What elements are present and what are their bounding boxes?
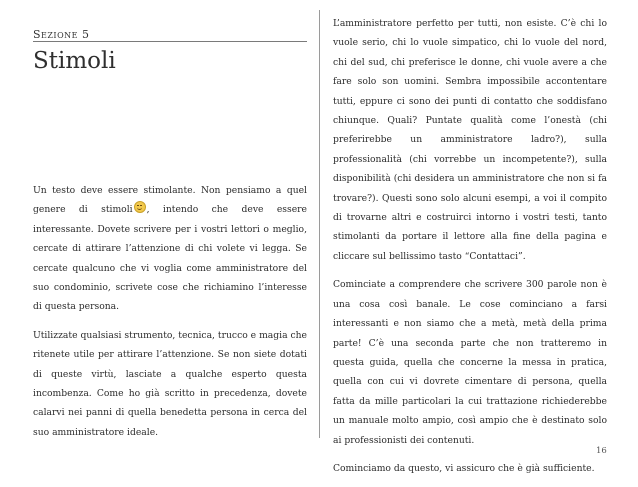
right-text-column bbox=[333, 14, 607, 487]
page-title: Stimoli bbox=[33, 48, 116, 74]
paragraph: Utilizzate qualsiasi strumento, tecnica, trucco e magia che ritenete utile per attirare l’attenzione. Se non siete dotati di queste virtù, lasciate a qualche esperto questa incombenza. Come ho già scritto in precedenza, dovete calarvi nei panni di quella benedetta persona in cerca del suo amministratore ideale. bbox=[33, 329, 307, 438]
smiling-face-icon bbox=[134, 201, 146, 213]
page-number: 16 bbox=[596, 446, 607, 456]
section-divider bbox=[33, 41, 307, 42]
left-text-column bbox=[33, 181, 307, 451]
paragraph-text: Un testo deve essere stimolante. Non pensiamo a quel genere di stimoli bbox=[33, 185, 307, 216]
paragraph: Cominciamo da questo, vi assicuro che è già sufficiente. bbox=[333, 462, 595, 474]
column-divider bbox=[319, 10, 320, 438]
paragraph: Cominciate a comprendere che scrivere 300 parole non è una cosa così banale. Le cose cominciano a farsi interessanti e non siamo che a metà, metà della prima parte! C’è una seconda parte che non tratteremo in questa guida, quella che concerne la messa in pratica, quella con cui vi dovrete cimentare di persona, quella fatta da mille particolari la cui trattazione richiederebbe un manuale molto ampio, così ampio che è destinato solo ai professionisti dei contenuti. bbox=[333, 279, 607, 446]
paragraph bbox=[33, 181, 307, 317]
paragraph-text: , intendo che deve essere interessante. Dovete scrivere per i vostri lettori o meglio, cercate di attirare l’attenzione di chi volete vi legga. Se cercate qualcuno che vi voglia come amministratore del suo condominio, scrivete cose che richiamino l’interesse di questa persona. bbox=[33, 204, 307, 313]
paragraph: L’amministratore perfetto per tutti, non esiste. C’è chi lo vuole serio, chi lo vuole simpatico, chi lo vuole del nord, chi del sud, chi preferisce le donne, chi vuole avere a che fare solo son uomini. Sembra impossibile accontentare tutti, eppure ci sono dei punti di contatto che soddisfano chiunque. Quali? Puntate qualità come l’onestà (chi preferirebbe un amministratore ladro?), sulla professionalità (chi vorrebbe un incompetente?), sulla disponibilità (chi desidera un amministratore che non si fa trovare?). Questi sono solo alcuni esempi, a voi il compito di trovarne altri e costruirci intorno i vostri testi, tanto stimolanti da portare il lettore alla fine della pagina e cliccare sul bellissimo tasto “Contattaci”. bbox=[333, 18, 607, 262]
section-label: Sezione 5 bbox=[33, 28, 90, 41]
